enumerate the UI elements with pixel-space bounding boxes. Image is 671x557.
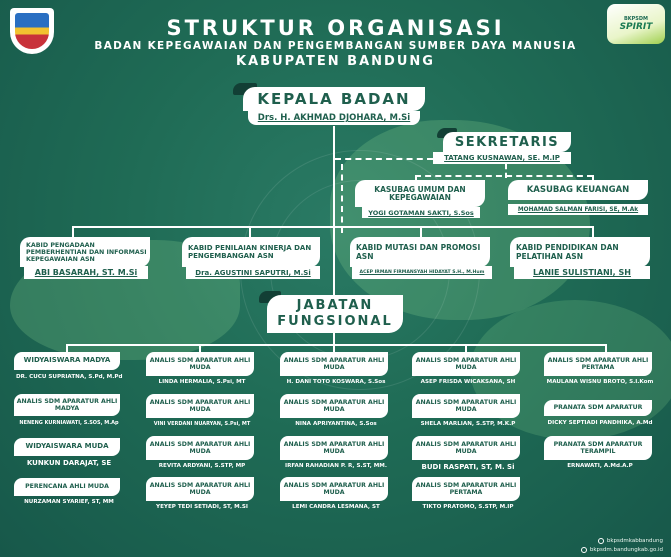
sekretaris-name: TATANG KUSNAWAN, SE. M.IP — [433, 152, 571, 164]
connector-kabid — [72, 226, 592, 228]
kasubag-umum-name: YOGI GOTAMAN SAKTI, S.Sos — [362, 207, 480, 218]
connector-fungsional — [605, 344, 607, 352]
kasubag-keuangan-name: MOHAMAD SALMAN FARISI, SE, M.Ak — [508, 204, 648, 215]
kepala-badan-name: Drs. H. AKHMAD DJOHARA, M.Si — [248, 111, 420, 125]
kabid-mutasi-title: KABID MUTASI DAN PROMOSI ASN — [350, 237, 490, 267]
kepala-badan-title: KEPALA BADAN — [243, 87, 425, 111]
kabid-pendidikan-title: KABID PENDIDIKAN DAN PELATIHAN ASN — [510, 237, 650, 267]
kabid-penilaian-title: KABID PENILAIAN KINERJA DAN PENGEMBANGAN ASN — [182, 237, 320, 267]
connector-fungsional — [333, 344, 335, 352]
agency-name: BADAN KEPEGAWAIAN DAN PENGEMBANGAN SUMBER DAYA MANUSIA — [94, 40, 577, 52]
page-title: STRUKTUR ORGANISASI — [166, 16, 505, 40]
region-name: KABUPATEN BANDUNG — [236, 54, 435, 69]
spirit-logo: BKPSDM SPIRIT — [607, 4, 665, 44]
kabid-pengadaan-title: KABID PENGADAAN PEMBERHENTIAN DAN INFORMASI KEPEGAWAIAN ASN — [20, 237, 150, 267]
footer-website: bkpsdm.bandungkab.go.id — [581, 547, 663, 553]
kabid-pengadaan-name: ABI BASARAH, ST. M.Si — [24, 266, 148, 279]
connector-fungsional — [66, 344, 68, 352]
kasubag-umum-title: KASUBAG UMUM DAN KEPEGAWAIAN — [355, 180, 485, 207]
instagram-icon — [598, 538, 604, 544]
connector-fungsional — [199, 344, 201, 352]
kabid-penilaian-name: Dra. AGUSTINI SAPUTRI, M.Si — [186, 266, 320, 279]
connector-kabid — [341, 164, 343, 233]
kasubag-keuangan-title: KASUBAG KEUANGAN — [508, 180, 648, 200]
connector-main — [333, 126, 335, 296]
footer-instagram: bkpsdmkabbandung — [598, 538, 663, 544]
connector-fungsional — [66, 344, 606, 346]
jabatan-fungsional-title: JABATAN FUNGSIONAL — [267, 295, 403, 333]
connector-sekretaris — [335, 158, 433, 160]
globe-icon — [581, 547, 587, 553]
kabid-pendidikan-name: LANIE SULISTIANI, SH — [514, 266, 650, 279]
kabid-mutasi-name: ACEP IRMAN FIRMANSYAH HIDAYAT S.H., M.Hum — [352, 266, 492, 279]
sekretaris-title: SEKRETARIS — [443, 132, 571, 152]
connector-subbag — [415, 175, 593, 177]
connector-fungsional — [465, 344, 467, 352]
